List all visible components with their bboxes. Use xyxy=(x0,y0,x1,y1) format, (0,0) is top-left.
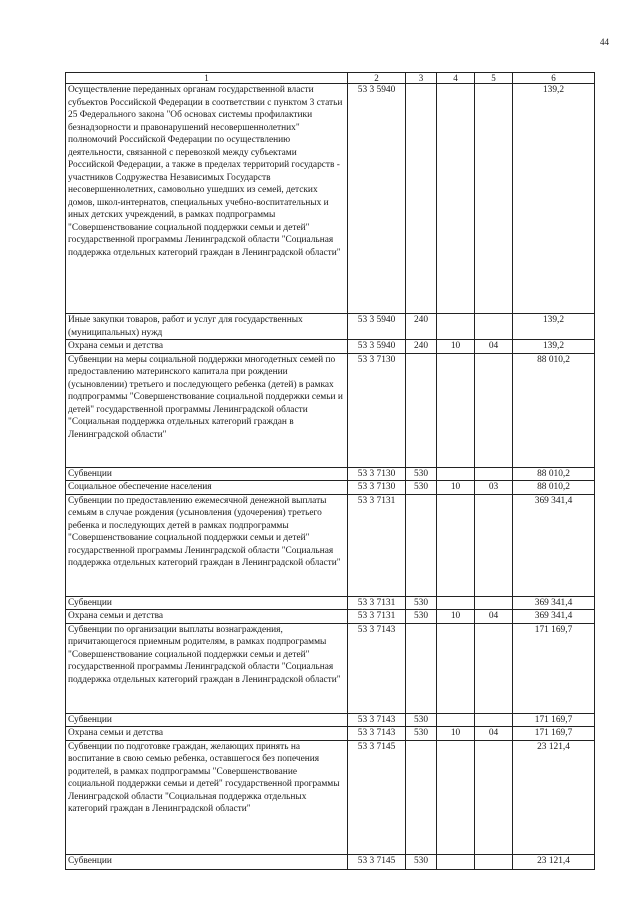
cell-name: Субвенции по предоставлению ежемесячной денежной выплаты семьям в случае рождения (усыновления (удочерения) третьего ребенка и последующих детей в рамках подпрограммы "Совершенствование социальной поддержки семьи и детей" государственной программы Ленинградской области "Социальная поддержка отдельных категорий граждан в Ленинградской области" xyxy=(66,494,348,596)
table-row xyxy=(66,353,595,467)
cell-code: 53 3 7145 xyxy=(348,854,406,869)
budget-table xyxy=(65,72,595,870)
cell-subsection xyxy=(475,740,513,854)
cell-section xyxy=(437,494,475,596)
cell-section xyxy=(437,713,475,727)
cell-subsection xyxy=(475,713,513,727)
cell-name: Субвенции xyxy=(66,467,348,481)
cell-expense-type: 240 xyxy=(406,314,437,340)
cell-name: Субвенции по организации выплаты вознаграждения, причитающегося приемным родителям, в рамках подпрограммы "Совершенствование социальной поддержки семьи и детей" государственной программы Ленинградской области "Социальная поддержка отдельных категорий граждан в Ленинградской области" xyxy=(66,623,348,713)
cell-subsection: 03 xyxy=(475,481,513,495)
table-row xyxy=(66,481,595,495)
header-row xyxy=(66,73,595,84)
table-row xyxy=(66,740,595,854)
cell-expense-type xyxy=(406,353,437,467)
cell-name: Социальное обеспечение населения xyxy=(66,481,348,495)
cell-subsection xyxy=(475,353,513,467)
cell-code: 53 3 7145 xyxy=(348,740,406,854)
cell-expense-type: 530 xyxy=(406,610,437,624)
cell-section xyxy=(437,467,475,481)
cell-amount: 23 121,4 xyxy=(513,854,595,869)
cell-subsection xyxy=(475,84,513,314)
cell-amount: 171 169,7 xyxy=(513,727,595,741)
cell-subsection xyxy=(475,623,513,713)
cell-expense-type: 530 xyxy=(406,481,437,495)
header-cell: 6 xyxy=(513,73,595,84)
table-row xyxy=(66,854,595,869)
cell-section: 10 xyxy=(437,610,475,624)
cell-section xyxy=(437,740,475,854)
cell-amount: 171 169,7 xyxy=(513,623,595,713)
cell-section xyxy=(437,314,475,340)
cell-subsection: 04 xyxy=(475,340,513,354)
cell-code: 53 3 5940 xyxy=(348,84,406,314)
table-row xyxy=(66,610,595,624)
table-row xyxy=(66,623,595,713)
cell-amount: 139,2 xyxy=(513,314,595,340)
cell-amount: 369 341,4 xyxy=(513,494,595,596)
cell-name: Охрана семьи и детства xyxy=(66,340,348,354)
cell-name: Охрана семьи и детства xyxy=(66,727,348,741)
cell-code: 53 3 7131 xyxy=(348,610,406,624)
cell-amount: 88 010,2 xyxy=(513,481,595,495)
cell-section xyxy=(437,353,475,467)
cell-expense-type xyxy=(406,623,437,713)
cell-expense-type: 530 xyxy=(406,596,437,610)
header-cell: 5 xyxy=(475,73,513,84)
cell-name: Субвенции xyxy=(66,713,348,727)
cell-section xyxy=(437,854,475,869)
table-row xyxy=(66,713,595,727)
cell-amount: 139,2 xyxy=(513,84,595,314)
cell-expense-type: 530 xyxy=(406,854,437,869)
table-row xyxy=(66,340,595,354)
cell-subsection xyxy=(475,314,513,340)
cell-expense-type xyxy=(406,740,437,854)
cell-section xyxy=(437,623,475,713)
cell-subsection xyxy=(475,854,513,869)
cell-expense-type xyxy=(406,494,437,596)
cell-code: 53 3 7131 xyxy=(348,596,406,610)
cell-expense-type: 530 xyxy=(406,727,437,741)
cell-name: Осуществление переданных органам государственной власти субъектов Российской Федерации в соответствии с пунктом 3 статьи 25 Федерального закона "Об основах системы профилактики безнадзорности и правонарушений несовершеннолетних" полномочий Российской Федерации по осуществлению деятельности, связанной с перевозкой между субъектами Российской Федерации, а также в пределах территорий государств - участников Содружества Независимых Государств несовершеннолетних, самовольно ушедших из семей, детских домов, школ-интернатов, специальных учебно-воспитательных и иных детских учреждений, в рамках подпрограммы "Совершенствование социальной поддержки семьи и детей" государственной программы Ленинградской области "Социальная поддержка отдельных категорий граждан в Ленинградской области" xyxy=(66,84,348,314)
header-cell: 3 xyxy=(406,73,437,84)
cell-code: 53 3 7143 xyxy=(348,623,406,713)
cell-code: 53 3 5940 xyxy=(348,314,406,340)
cell-name: Иные закупки товаров, работ и услуг для государственных (муниципальных) нужд xyxy=(66,314,348,340)
cell-code: 53 3 7143 xyxy=(348,727,406,741)
cell-amount: 23 121,4 xyxy=(513,740,595,854)
cell-amount: 171 169,7 xyxy=(513,713,595,727)
cell-section xyxy=(437,84,475,314)
cell-amount: 88 010,2 xyxy=(513,353,595,467)
cell-code: 53 3 7130 xyxy=(348,467,406,481)
header-cell: 1 xyxy=(66,73,348,84)
cell-amount: 369 341,4 xyxy=(513,596,595,610)
cell-subsection xyxy=(475,494,513,596)
table-row xyxy=(66,467,595,481)
table-row xyxy=(66,314,595,340)
cell-amount: 369 341,4 xyxy=(513,610,595,624)
table-row xyxy=(66,727,595,741)
cell-code: 53 3 7130 xyxy=(348,481,406,495)
cell-amount: 139,2 xyxy=(513,340,595,354)
cell-name: Субвенции по подготовке граждан, желающих принять на воспитание в свою семью ребенка, оставшегося без попечения родителей, в рамках подпрограммы "Совершенствование социальной поддержки семьи и детей" государственной программы Ленинградской области "Социальная поддержка отдельных категорий граждан в Ленинградской области" xyxy=(66,740,348,854)
header-cell: 2 xyxy=(348,73,406,84)
table-row xyxy=(66,494,595,596)
cell-code: 53 3 7131 xyxy=(348,494,406,596)
page-number: 44 xyxy=(600,37,609,47)
cell-section: 10 xyxy=(437,340,475,354)
table-row xyxy=(66,596,595,610)
table-row xyxy=(66,84,595,314)
cell-amount: 88 010,2 xyxy=(513,467,595,481)
cell-expense-type: 530 xyxy=(406,713,437,727)
cell-subsection xyxy=(475,467,513,481)
cell-code: 53 3 5940 xyxy=(348,340,406,354)
cell-section xyxy=(437,596,475,610)
cell-expense-type: 240 xyxy=(406,340,437,354)
cell-section: 10 xyxy=(437,727,475,741)
cell-subsection: 04 xyxy=(475,610,513,624)
cell-name: Охрана семьи и детства xyxy=(66,610,348,624)
cell-name: Субвенции на меры социальной поддержки многодетных семей по предоставлению материнского капитала при рождении (усыновлении) третьего и последующего ребенка (детей) в рамках подпрограммы "Совершенствование социальной поддержки семьи и детей" государственной программы Ленинградской области "Социальная поддержка отдельных категорий граждан в Ленинградской области" xyxy=(66,353,348,467)
cell-name: Субвенции xyxy=(66,854,348,869)
cell-code: 53 3 7130 xyxy=(348,353,406,467)
cell-code: 53 3 7143 xyxy=(348,713,406,727)
cell-name: Субвенции xyxy=(66,596,348,610)
cell-expense-type xyxy=(406,84,437,314)
cell-section: 10 xyxy=(437,481,475,495)
cell-subsection xyxy=(475,596,513,610)
cell-expense-type: 530 xyxy=(406,467,437,481)
cell-subsection: 04 xyxy=(475,727,513,741)
header-cell: 4 xyxy=(437,73,475,84)
